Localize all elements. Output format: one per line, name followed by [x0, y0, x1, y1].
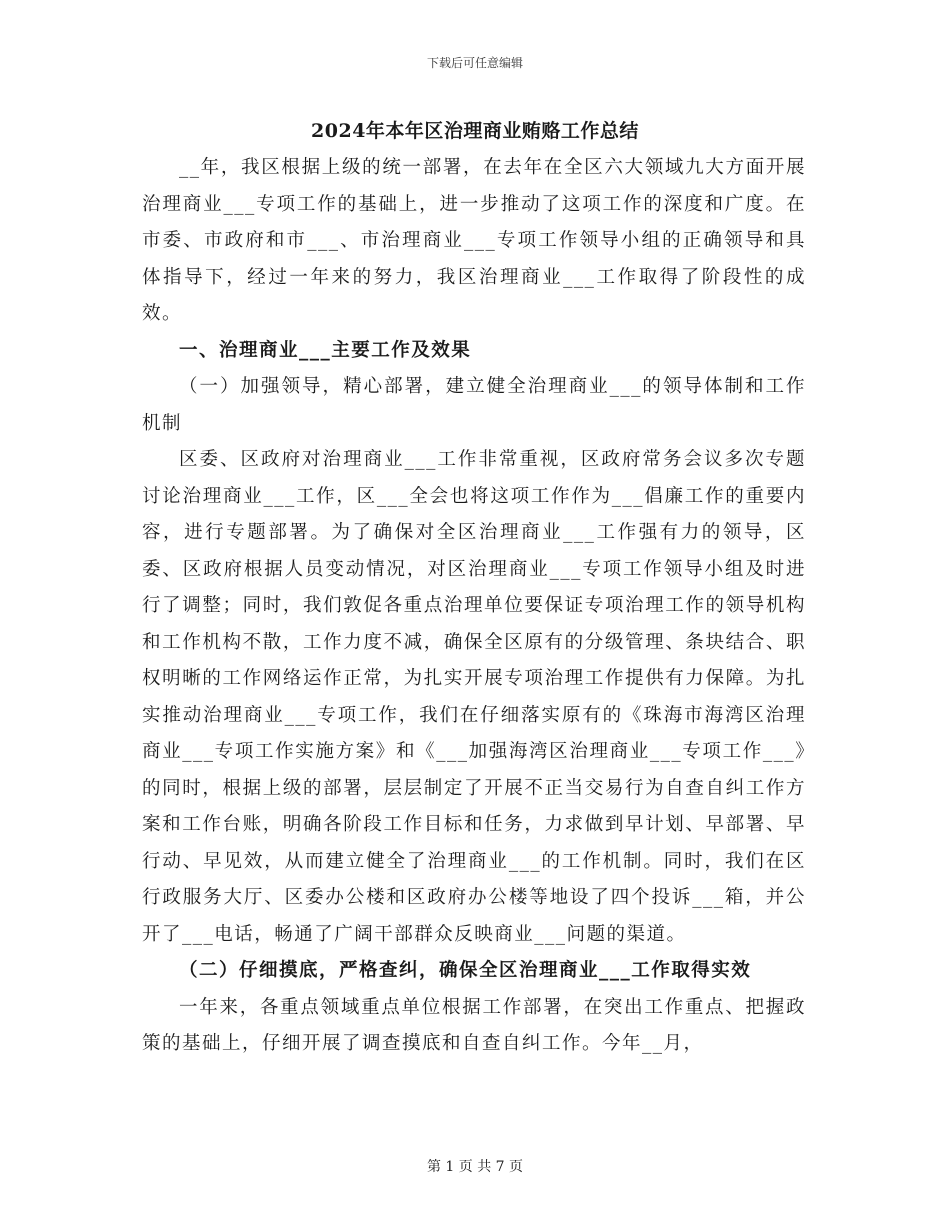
- document-title: 2024年本年区治理商业贿赂工作总结: [311, 120, 639, 142]
- page-number: 第 1 页 共 7 页: [426, 1159, 524, 1175]
- document-body: [142, 150, 806, 1063]
- subsection-heading-1: （一）加强领导，精心部署，建立健全治理商业___的领导体制和工作机制: [142, 376, 806, 434]
- body-paragraph-3: 一年来，各重点领域重点单位根据工作部署，在突出工作重点、把握政策的基础上，仔细开展了调查摸底和自查自纠工作。今年__月，: [142, 996, 806, 1054]
- intro-paragraph: __年，我区根据上级的统一部署，在去年在全区六大领域九大方面开展治理商业___专项工作的基础上，进一步推动了这项工作的深度和广度。在市委、市政府和市___、市治理商业___专项工作领导小组的正确领导和具体指导下，经过一年来的努力，我区治理商业___工作取得了阶段性的成效。: [142, 157, 806, 324]
- section-heading-1: 一、治理商业___主要工作及效果: [179, 339, 472, 361]
- subsection-heading-2: （二）仔细摸底，严格查纠，确保全区治理商业___工作取得实效: [179, 960, 752, 981]
- body-paragraph-2: 区委、区政府对治理商业___工作非常重视，区政府常务会议多次专题讨论治理商业___工作，区___全会也将这项工作作为___倡廉工作的重要内容，进行专题部署。为了确保对全区治理商业___工作强有力的领导，区委、区政府根据人员变动情况，对区治理商业___专项工作领导小组及时进行了调整；同时，我们敦促各重点治理单位要保证专项治理工作的领导机构和工作机构不散，工作力度不减，确保全区原有的分级管理、条块结合、职权明晰的工作网络运作正常，为扎实开展专项治理工作提供有力保障。为扎实推动治理商业___专项工作，我们在仔细落实原有的《珠海市海湾区治理商业___专项工作实施方案》和《___加强海湾区治理商业___专项工作___》的同时，根据上级的部署，层层制定了开展不正当交易行为自查自纠工作方案和工作台账，明确各阶段工作目标和任务，力求做到早计划、早部署、早行动、早见效，从而建立健全了治理商业___的工作机制。同时，我们在区行政服务大厅、区委办公楼和区政府办公楼等地设了四个投诉___箱，并公开了___电话，畅通了广阔干部群众反映商业___问题的渠道。: [142, 449, 806, 945]
- page-header-note: 下载后可任意编辑: [426, 56, 523, 70]
